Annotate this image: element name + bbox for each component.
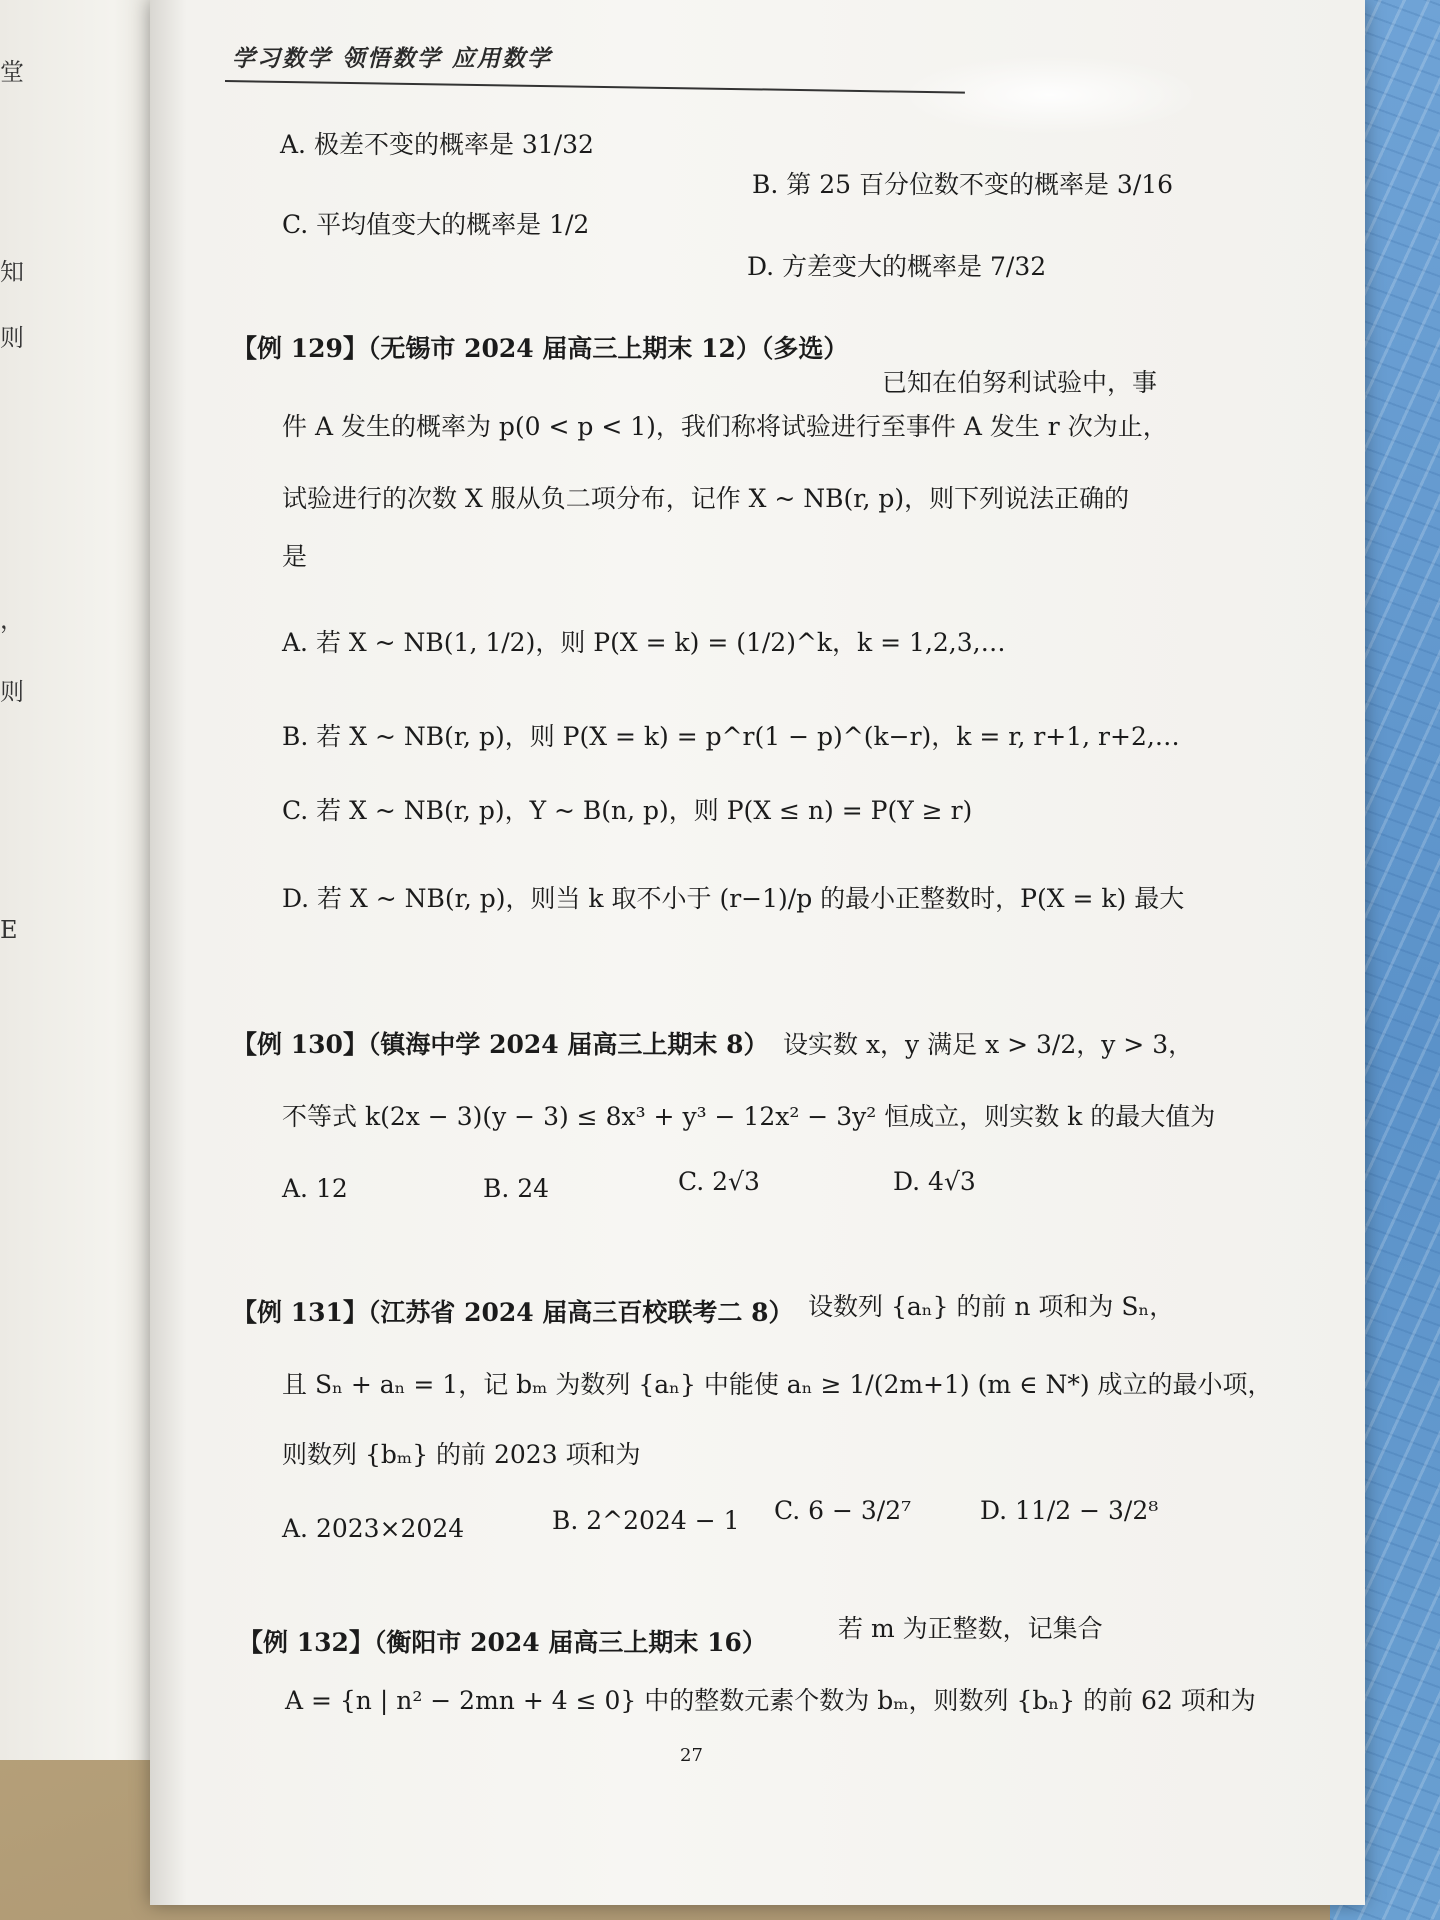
ex131-line2: 且 Sₙ + aₙ = 1，记 bₘ 为数列 {aₙ} 中能使 aₙ ≥ 1/(2m+1) (m ∈ N*) 成立的最小项，	[282, 1370, 1273, 1399]
ex130-title: 【例 130】（镇海中学 2024 届高三上期末 8）	[232, 1030, 769, 1059]
ex129-title: 【例 129】（无锡市 2024 届高三上期末 12）（多选）	[232, 334, 849, 363]
ex131-option-a: A. 2023×2024	[282, 1514, 465, 1543]
left-fragment: 堂	[0, 58, 24, 86]
left-fragment: 则	[0, 678, 24, 706]
ex131-line3: 则数列 {bₘ} 的前 2023 项和为	[282, 1440, 641, 1469]
ex130-option-c: C. 2√3	[678, 1167, 760, 1196]
ex129-option-b: B. 若 X ~ NB(r, p)，则 P(X = k) = p^r(1 − p)^(k−r)，k = r, r+1, r+2,…	[282, 722, 1180, 751]
ex129-line3: 试验进行的次数 X 服从负二项分布，记作 X ~ NB(r, p)，则下列说法正确的	[282, 484, 1130, 513]
ex132-line2: A = {n | n² − 2mn + 4 ≤ 0} 中的整数元素个数为 bₘ，则数列 {bₙ} 的前 62 项和为	[285, 1686, 1256, 1715]
ex129-option-d: D. 若 X ~ NB(r, p)，则当 k 取不小于 (r−1)/p 的最小正整数时，P(X = k) 最大	[282, 884, 1185, 913]
left-fragment: 则	[0, 324, 24, 352]
ex131-option-c: C. 6 − 3/2⁷	[774, 1496, 912, 1525]
ex129-line2: 件 A 发生的概率为 p(0 < p < 1)，我们称将试验进行至事件 A 发生 r 次为止，	[282, 412, 1168, 441]
ex130-option-a: A. 12	[282, 1174, 348, 1203]
ex130-line1: 设实数 x，y 满足 x > 3/2，y > 3，	[783, 1030, 1194, 1059]
left-fragment: 知	[0, 258, 24, 286]
light-glare	[900, 55, 1200, 135]
prev-option-b: B. 第 25 百分位数不变的概率是 3/16	[752, 170, 1174, 199]
ex129-line4: 是	[282, 542, 308, 571]
ex130-option-d: D. 4√3	[893, 1167, 976, 1196]
prev-option-d: D. 方差变大的概率是 7/32	[747, 252, 1047, 281]
book-page	[150, 0, 1365, 1905]
ex131-option-d: D. 11/2 − 3/2⁸	[980, 1496, 1159, 1525]
ex132-title: 【例 132】（衡阳市 2024 届高三上期末 16）	[238, 1628, 767, 1657]
page-number: 27	[680, 1745, 703, 1766]
left-fragment: E	[0, 916, 18, 944]
ex131-line1: 设数列 {aₙ} 的前 n 项和为 Sₙ，	[808, 1292, 1175, 1321]
ex131-title: 【例 131】（江苏省 2024 届高三百校联考二 8）	[232, 1298, 794, 1327]
ex129-line1: 已知在伯努利试验中，事	[882, 368, 1158, 397]
ex131-option-b: B. 2^2024 − 1	[552, 1506, 740, 1535]
page-header: 学习数学 领悟数学 应用数学	[232, 45, 553, 72]
ex132-line1: 若 m 为正整数，记集合	[838, 1614, 1103, 1643]
ex129-option-c: C. 若 X ~ NB(r, p)，Y ~ B(n, p)，则 P(X ≤ n) = P(Y ≥ r)	[282, 796, 973, 825]
prev-option-c: C. 平均值变大的概率是 1/2	[282, 210, 590, 239]
ex129-option-a: A. 若 X ~ NB(1, 1/2)，则 P(X = k) = (1/2)^k，k = 1,2,3,…	[282, 628, 1006, 657]
prev-option-a: A. 极差不变的概率是 31/32	[280, 130, 594, 159]
ex130-option-b: B. 24	[483, 1174, 550, 1203]
ex130-line2: 不等式 k(2x − 3)(y − 3) ≤ 8x³ + y³ − 12x² − 3y² 恒成立，则实数 k 的最大值为	[282, 1102, 1216, 1131]
left-fragment: ，	[0, 606, 24, 634]
